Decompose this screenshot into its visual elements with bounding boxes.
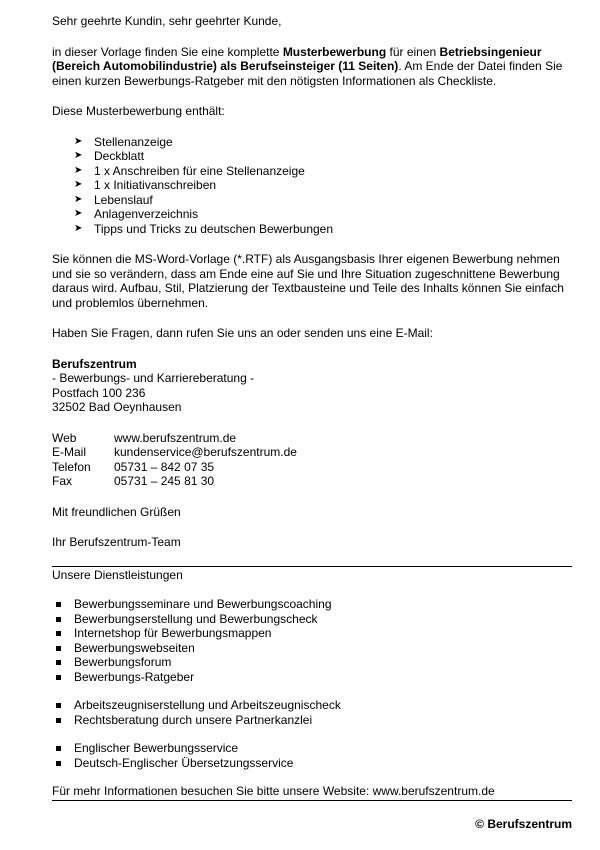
- questions-paragraph: Haben Sie Fragen, dann rufen Sie uns an oder senden uns eine E-Mail:: [52, 326, 433, 340]
- address-city: 32502 Bad Oeynhausen: [52, 400, 182, 414]
- contact-row-email: [52, 445, 572, 460]
- services-list-3: [52, 741, 572, 770]
- salutation: Sehr geehrte Kundin, sehr geehrter Kunde,: [52, 14, 282, 28]
- list-item-label: Lebenslauf: [94, 192, 153, 207]
- contact-label: E-Mail: [52, 445, 87, 459]
- list-item: [52, 193, 572, 208]
- contact-label: Fax: [52, 474, 73, 488]
- contact-fax-value: 05731 – 245 81 30: [114, 474, 215, 488]
- contact-label: Telefon: [52, 459, 91, 474]
- contents-list: [52, 135, 572, 237]
- list-item: [52, 164, 572, 179]
- list-item-label: Bewerbungswebseiten: [74, 640, 195, 655]
- list-item: [52, 713, 572, 728]
- contents-heading: Diese Musterbewerbung enthält:: [52, 104, 225, 118]
- list-item-label: 1 x Anschreiben für eine Stellenanzeige: [94, 163, 305, 178]
- arrow-bullet-icon: ➤: [74, 150, 83, 161]
- list-item: [52, 149, 572, 164]
- list-item-label: 1 x Initiativanschreiben: [94, 178, 217, 192]
- square-bullet-icon: [56, 646, 61, 651]
- list-item-label: Internetshop für Bewerbungsmappen: [74, 626, 272, 640]
- arrow-bullet-icon: ➤: [74, 164, 83, 176]
- list-item: [52, 741, 572, 756]
- signature-text: Ihr Berufszentrum-Team: [52, 535, 181, 549]
- contact-label: Web: [52, 430, 77, 445]
- square-bullet-icon: [56, 675, 61, 680]
- square-bullet-icon: [56, 746, 61, 751]
- list-item: [52, 612, 572, 627]
- square-bullet-icon: [56, 617, 61, 622]
- usage-paragraph: Sie können die MS-Word-Vorlage (*.RTF) als Ausgangsbasis Ihrer eigenen Bewerbung nehmen und sie so verändern, dass am Ende eine auf Sie und Ihre Situation zugeschnittene Bewerbung daraus wird. Aufbau, Stil, Platzierung der Textbausteine und Teile des Inhalts können Sie einfach und problemlos übernehmen.: [52, 252, 564, 310]
- arrow-bullet-icon: ➤: [74, 208, 83, 219]
- divider: [52, 566, 572, 567]
- list-item-label: Deutsch-Englischer Übersetzungsservice: [74, 755, 294, 770]
- copyright-text: © Berufszentrum: [475, 817, 572, 831]
- list-item: [52, 698, 572, 713]
- arrow-bullet-icon: ➤: [74, 179, 83, 190]
- contact-web-link[interactable]: www.berufszentrum.de: [114, 430, 237, 445]
- list-item-label: Deckblatt: [94, 149, 145, 163]
- services-heading: Unsere Dienstleistungen: [52, 567, 183, 582]
- list-item-label: Anlagenverzeichnis: [94, 207, 199, 221]
- square-bullet-icon: [56, 718, 61, 723]
- closing-text: Mit freundlichen Grüßen: [52, 504, 181, 519]
- more-info-text: Für mehr Informationen besuchen Sie bitte unsere Website: www.berufszentrum.de: [52, 784, 495, 798]
- document-page: [52, 14, 572, 801]
- list-item-label: Bewerbungs-Ratgeber: [74, 669, 195, 684]
- square-bullet-icon: [56, 703, 61, 708]
- intro-bold-2: Betriebsingenieur (Bereich Automobilindustrie) als Berufseinsteiger (11 Seiten): [52, 44, 542, 73]
- list-item-label: Englischer Bewerbungsservice: [74, 741, 239, 755]
- list-item-label: Bewerbungsseminare und Bewerbungscoaching: [74, 597, 332, 611]
- list-item: [52, 626, 572, 641]
- square-bullet-icon: [56, 761, 61, 766]
- square-bullet-icon: [56, 660, 61, 665]
- list-item-label: Arbeitszeugniserstellung und Arbeitszeugnischeck: [74, 698, 341, 712]
- list-item: [52, 756, 572, 771]
- contact-row-web: [52, 431, 572, 446]
- list-item: [52, 597, 572, 612]
- contact-phone-value: 05731 – 842 07 35: [114, 459, 215, 474]
- company-subtitle: - Bewerbungs- und Karriereberatung -: [52, 371, 255, 385]
- list-item: [52, 670, 572, 685]
- contact-email-link[interactable]: kundenservice@berufszentrum.de: [114, 445, 297, 459]
- company-name: Berufszentrum: [52, 356, 137, 371]
- square-bullet-icon: [56, 631, 61, 636]
- address-postbox: Postfach 100 236: [52, 385, 146, 400]
- list-item: [52, 178, 572, 193]
- list-item: [52, 207, 572, 222]
- services-list-2: [52, 698, 572, 727]
- intro-bold-1: Musterbewerbung: [282, 44, 387, 59]
- intro-paragraph: [52, 45, 572, 89]
- arrow-bullet-icon: ➤: [74, 193, 83, 205]
- square-bullet-icon: [56, 602, 61, 607]
- list-item-label: Rechtsberatung durch unsere Partnerkanzlei: [74, 712, 313, 727]
- list-item: [52, 135, 572, 150]
- address-block: [52, 357, 572, 415]
- arrow-bullet-icon: ➤: [74, 135, 83, 147]
- list-item-label: Bewerbungserstellung und Bewerbungscheck: [74, 611, 318, 626]
- intro-text-1: in dieser Vorlage finden Sie eine komplette: [52, 44, 283, 59]
- intro-text-3: . Am Ende der Datei finden Sie einen kurzen Bewerbungs-Ratgeber mit den nötigsten Informationen als Checkliste.: [52, 59, 563, 88]
- intro-text-2: für einen: [386, 44, 440, 59]
- divider: [52, 800, 572, 801]
- list-item: [52, 222, 572, 237]
- services-list-1: [52, 597, 572, 684]
- contact-row-phone: [52, 460, 572, 475]
- contact-row-fax: [52, 474, 572, 489]
- list-item-label: Stellenanzeige: [94, 134, 173, 149]
- list-item: [52, 655, 572, 670]
- list-item-label: Bewerbungsforum: [74, 655, 172, 669]
- contact-block: [52, 431, 572, 489]
- list-item-label: Tipps und Tricks zu deutschen Bewerbungen: [94, 221, 334, 236]
- arrow-bullet-icon: ➤: [74, 222, 83, 234]
- list-item: [52, 641, 572, 656]
